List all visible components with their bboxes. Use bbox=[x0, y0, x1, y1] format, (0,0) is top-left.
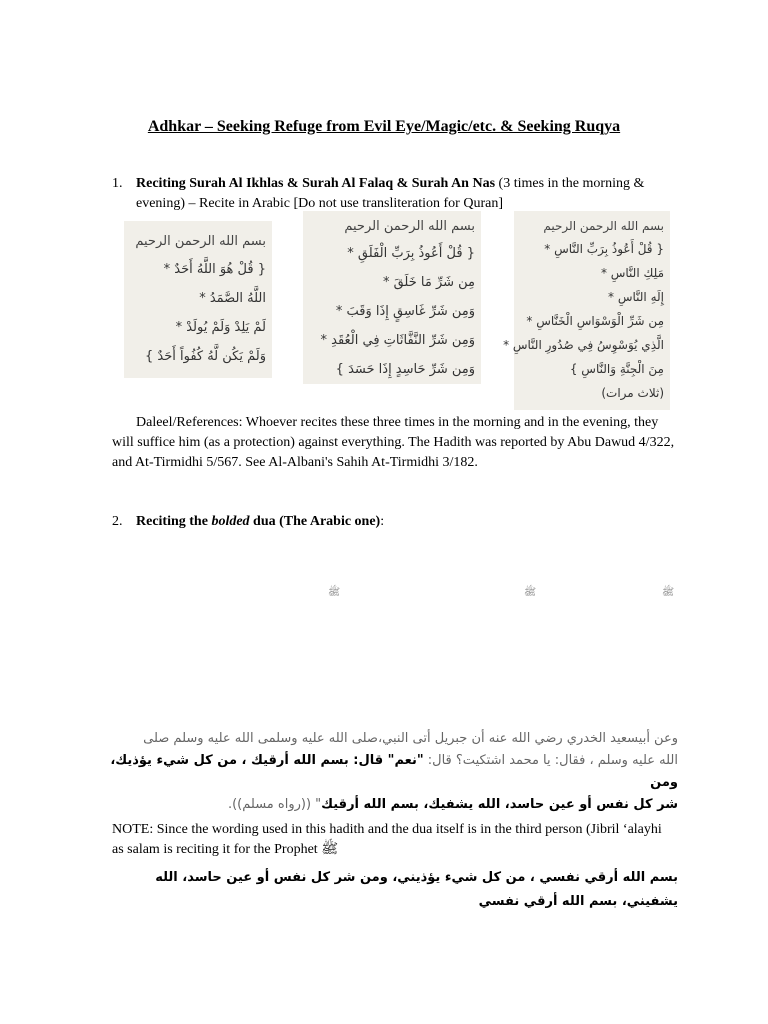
hadith-line-2-bold: "نعم" قال: بسم الله أرقيك ، من كل شيء يؤذيك، ومن bbox=[110, 753, 678, 790]
falaq-line: مِن شَرِّ مَا خَلَقَ * bbox=[382, 275, 475, 290]
nas-line: (ثلاث مرات) bbox=[601, 386, 664, 400]
falaq-line: بسم الله الرحمن الرحيم bbox=[344, 219, 475, 234]
item-2-number: 2. bbox=[112, 514, 123, 529]
surah-nas-panel bbox=[503, 211, 670, 410]
nas-line: الَّذِي يُوَسْوِسُ فِي صُدُورِ النَّاسِ * bbox=[503, 338, 664, 352]
falaq-line: { قُلْ أَعُوذُ بِرَبِّ الْفَلَقِ * bbox=[347, 246, 475, 261]
hadith-line-3-bold: شر كل نفس أو عين حاسد، الله يشفيك، بسم الله أرقيك bbox=[321, 797, 678, 812]
hadith-line-3-normal: " ((رواه مسلم)). bbox=[227, 797, 322, 812]
dua-text: بسم الله أرقي نفسي ، من كل شيء يؤذيني، ومن شر كل نفس أو عين حاسد، الله يشفيني، بسم الله أرقي نفسي bbox=[155, 870, 678, 909]
hadith-line-3 bbox=[100, 794, 678, 816]
item-1-bold: Reciting Surah Al Ikhlas & Surah Al Falaq & Surah An Nas bbox=[136, 176, 496, 191]
hadith-line-2-normal: الله عليه وسلم ، فقال: يا محمد اشتكيت؟ قال: bbox=[423, 753, 678, 768]
hadith-line-2 bbox=[100, 750, 678, 794]
nas-line: مِن شَرِّ الْوَسْوَاسِ الْخَنَّاسِ * bbox=[526, 314, 664, 328]
item-2-text bbox=[136, 512, 676, 532]
ikhlas-line: وَلَمْ يَكُن لَّهُ كُفُواً أَحَدٌ } bbox=[144, 349, 266, 364]
ikhlas-line: اللَّهُ الصَّمَدُ * bbox=[199, 291, 266, 306]
surah-ikhlas-panel bbox=[124, 221, 272, 378]
falaq-line: وَمِن شَرِّ النَّفَّاثَاتِ فِي الْعُقَدِ * bbox=[320, 333, 475, 348]
item-2-colon: : bbox=[380, 514, 385, 529]
ikhlas-line: { قُلْ هُوَ اللَّهُ أَحَدٌ * bbox=[163, 262, 266, 277]
item-1-number: 1. bbox=[112, 176, 123, 191]
page-title: Adhkar – Seeking Refuge from Evil Eye/Magic/etc. & Seeking Ruqya bbox=[147, 118, 621, 135]
surah-falaq-panel bbox=[303, 211, 481, 384]
item-2-bold-after: dua (The Arabic one) bbox=[249, 514, 381, 529]
nas-line: إِلَهِ النَّاسِ * bbox=[608, 290, 664, 304]
salawat-symbol: ﷺ bbox=[328, 587, 341, 598]
daleel-references: Daleel/References: Whoever recites these three times in the morning and in the evening, they will suffice him (as a protection) against everything. The Hadith was reported by Abu Dawud 4/322, and At-Tirmidhi 5/567. See Al-Albani's Sahih At-Tirmidhi 3/182. bbox=[112, 415, 675, 470]
hadith-paragraph bbox=[100, 728, 678, 816]
item-2-bold-italic: bolded bbox=[211, 514, 250, 529]
nas-line: مِنَ الْجِنَّةِ وَالنَّاسِ } bbox=[569, 362, 664, 376]
ikhlas-line: لَمْ يَلِدْ وَلَمْ يُولَدْ * bbox=[175, 320, 266, 335]
note-paragraph: NOTE: Since the wording used in this hadith and the dua itself is in the third person (Jibril ‘alayhi as salam is reciting it for the Prophet ﷺ bbox=[112, 822, 662, 857]
ikhlas-line: بسم الله الرحمن الرحيم bbox=[135, 234, 266, 249]
salawat-symbol: ﷺ bbox=[524, 587, 537, 598]
nas-line: بسم الله الرحمن الرحيم bbox=[543, 219, 664, 233]
falaq-line: وَمِن شَرِّ غَاسِقٍ إِذَا وَقَبَ * bbox=[335, 304, 475, 319]
hadith-line-1: وعن أبيسعيد الخدري رضي الله عنه أن جبريل أتى النبي،صلى الله عليه وسلمى الله عليه وسلم صلى bbox=[143, 731, 678, 746]
falaq-line: وَمِن شَرِّ حَاسِدٍ إِذَا حَسَدَ } bbox=[335, 362, 475, 377]
nas-line: مَلِكِ النَّاسِ * bbox=[600, 266, 664, 280]
nas-line: { قُلْ أَعُوذُ بِرَبِّ النَّاسِ * bbox=[544, 242, 664, 256]
item-2-bold-before: Reciting the bbox=[136, 514, 212, 529]
item-1-text bbox=[136, 174, 676, 214]
salawat-symbol: ﷺ bbox=[662, 587, 675, 598]
item-1-rest: (3 times in the morning & evening) – Recite in Arabic [Do not use transliteration for Quran] bbox=[136, 176, 645, 211]
